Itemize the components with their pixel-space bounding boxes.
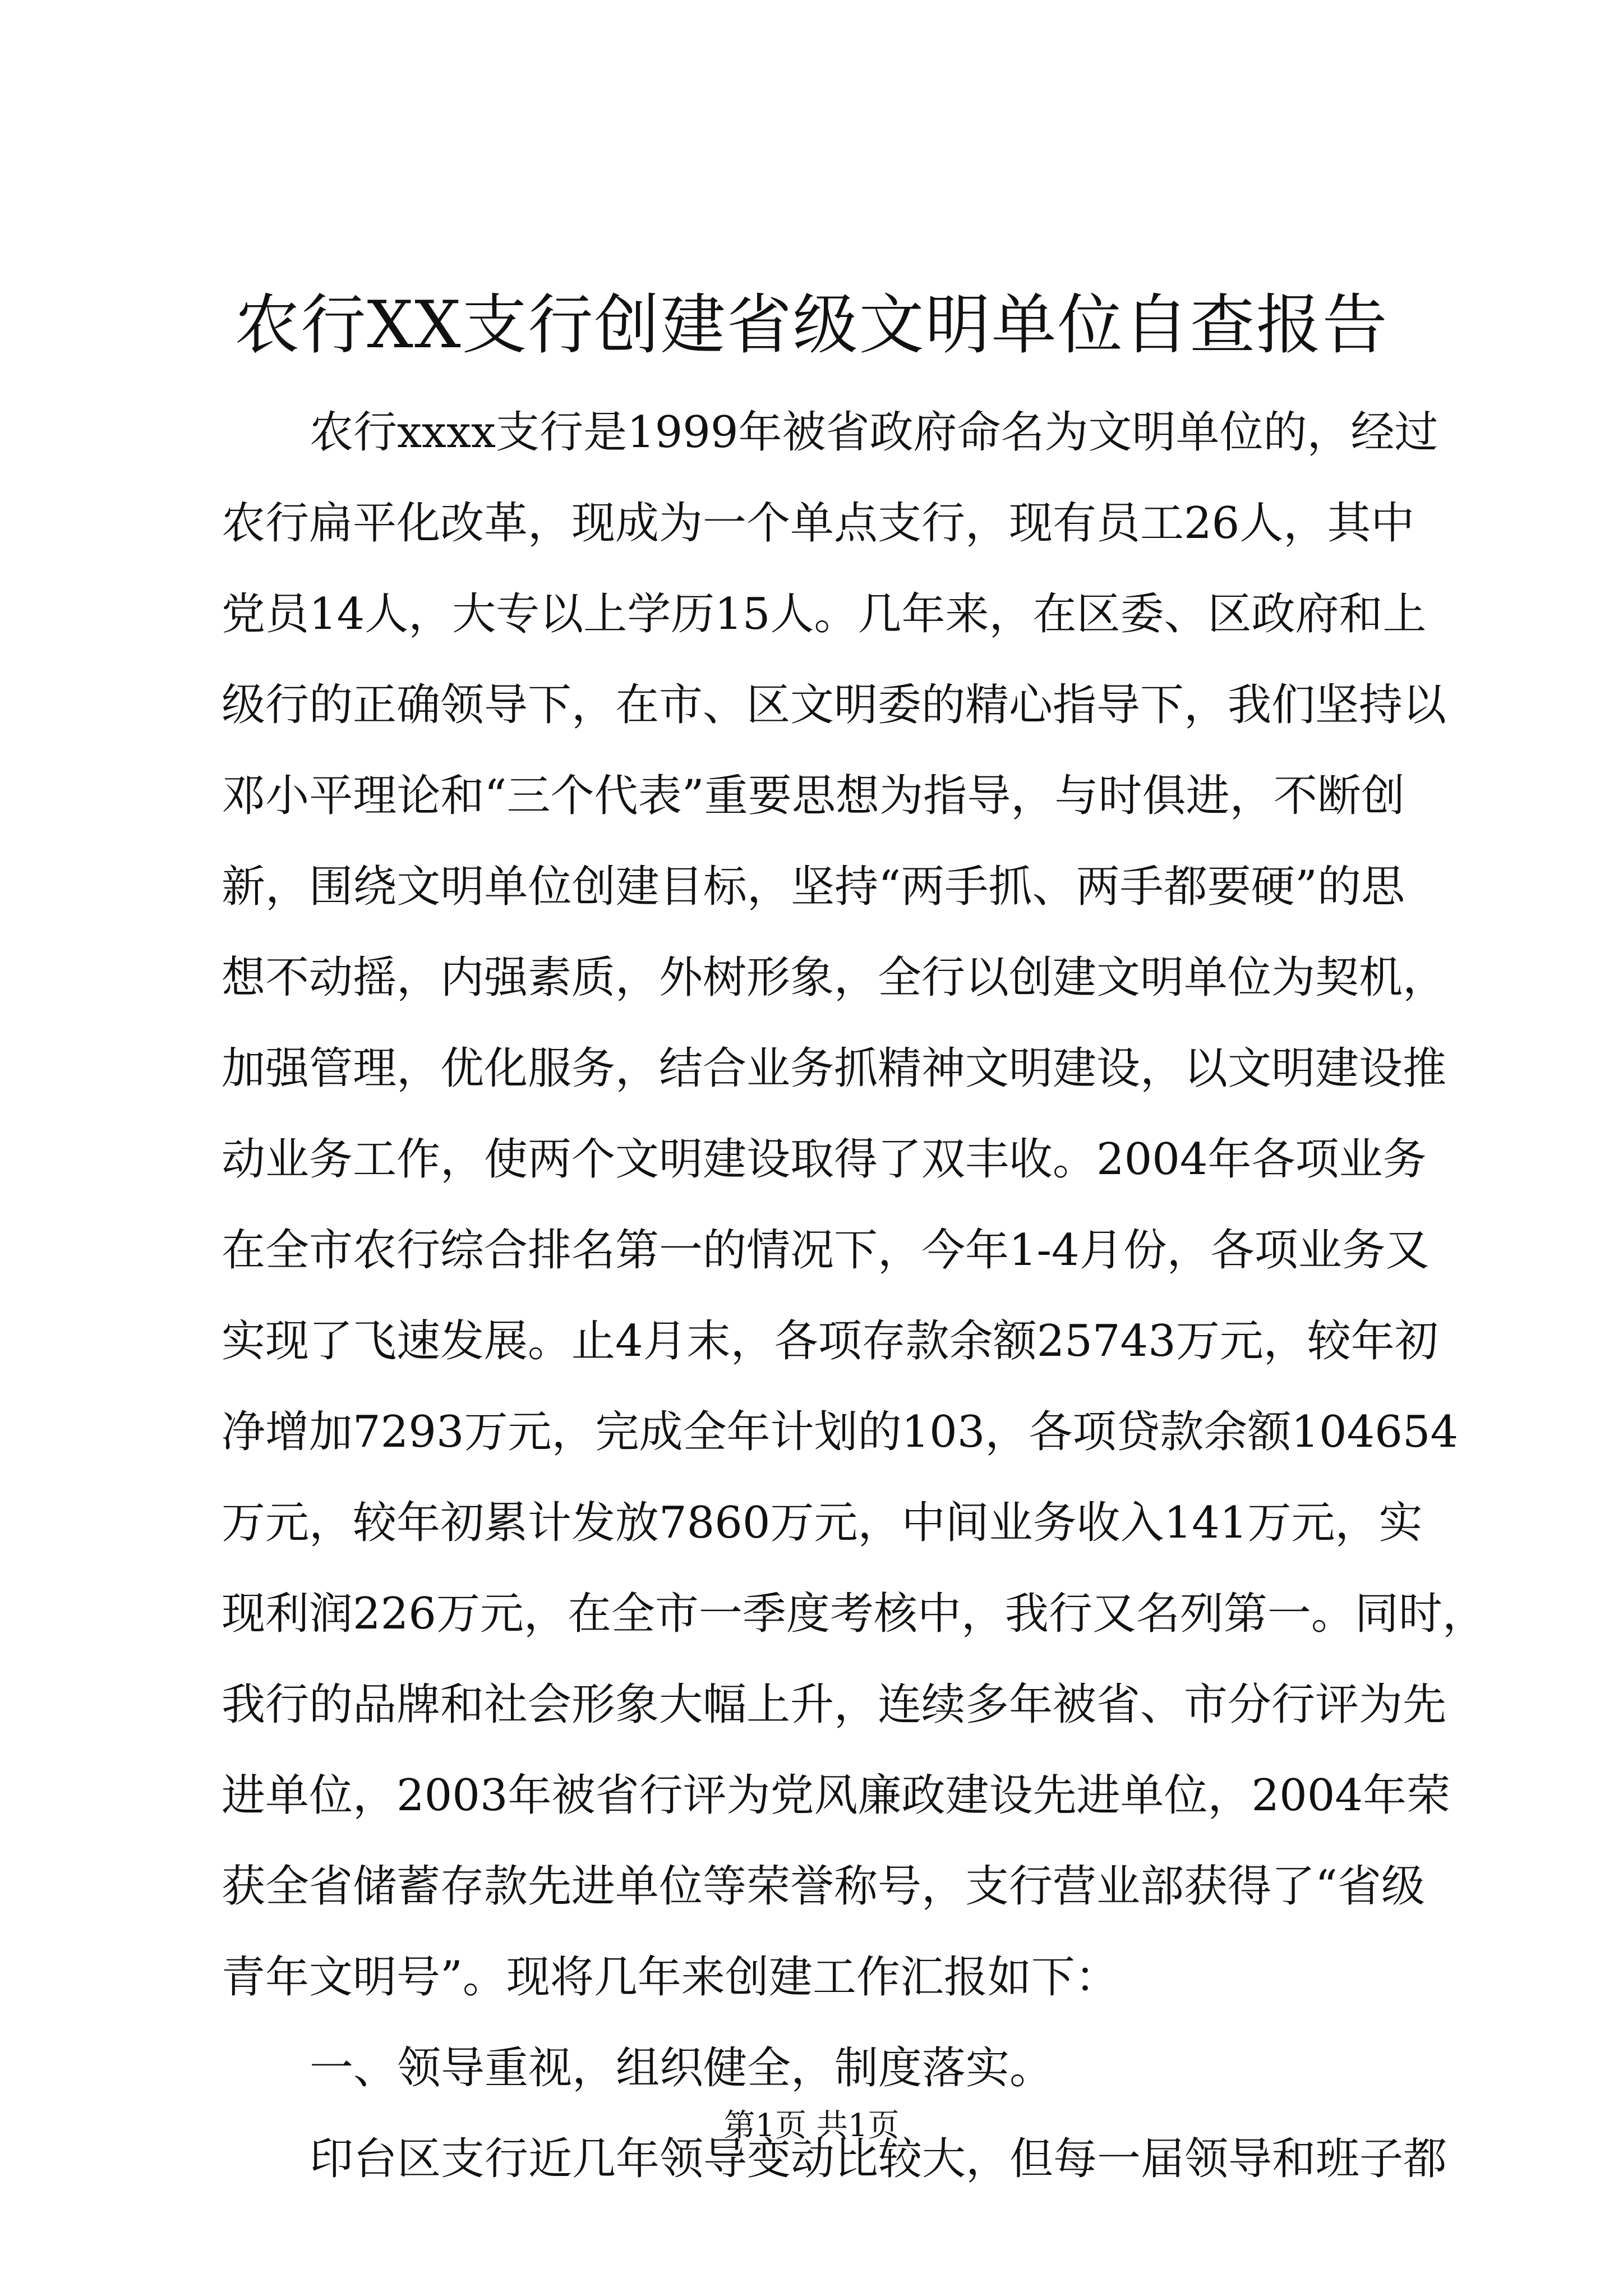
paragraph-line: 在全市农行综合排名第一的情况下，今年1-4月份，各项业务又 — [222, 1225, 1430, 1276]
paragraph-line: 获全省储蓄存款先进单位等荣誉称号，支行营业部获得了“省级 — [222, 1861, 1425, 1912]
paragraph-line: 农行xxxx支行是1999年被省政府命名为文明单位的，经过 — [310, 407, 1438, 458]
document-title: 农行XX支行创建省级文明单位自查报告 — [234, 287, 1389, 363]
paragraph-line: 邓小平理论和“三个代表”重要思想为指导，与时俱进，不断创 — [222, 771, 1405, 821]
paragraph-line: 进单位，2003年被省行评为党风廉政建设先进单位，2004年荣 — [222, 1770, 1451, 1821]
paragraph-line: 净增加7293万元，完成全年计划的103，各项贷款余额104654 — [222, 1407, 1459, 1457]
paragraph-line: 加强管理，优化服务，结合业务抓精神文明建设，以文明建设推 — [222, 1043, 1447, 1094]
paragraph-line: 万元，较年初累计发放7860万元，中间业务收入141万元，实 — [222, 1498, 1423, 1548]
paragraph-line: 想不动摇，内强素质，外树形象，全行以创建文明单位为契机， — [222, 953, 1447, 1003]
paragraph-line: 青年文明号”。现将几年来创建工作汇报如下： — [222, 1952, 1119, 2003]
document-body — [222, 387, 1486, 2205]
paragraph-line: 动业务工作，使两个文明建设取得了双丰收。2004年各项业务 — [222, 1134, 1427, 1185]
paragraph-line: 现利润226万元，在全市一季度考核中，我行又名列第一。同时， — [222, 1589, 1486, 1639]
page-footer: 第1页 共1页 — [723, 2108, 900, 2144]
paragraph-line: 我行的品牌和社会形象大幅上升，连续多年被省、市分行评为先 — [222, 1680, 1447, 1730]
paragraph-line: 级行的正确领导下，在市、区文明委的精心指导下，我们坚持以 — [222, 680, 1447, 730]
paragraph-line: 新，围绕文明单位创建目标，坚持“两手抓、两手都要硬”的思 — [222, 862, 1405, 912]
paragraph-line: 党员14人，大专以上学历15人。几年来，在区委、区政府和上 — [222, 589, 1427, 639]
paragraph-line: 实现了飞速发展。止4月末，各项存款余额25743万元，较年初 — [222, 1316, 1438, 1366]
section-heading: 一、领导重视，组织健全，制度落实。 — [310, 2043, 1054, 2093]
paragraph-line: 印台区支行近几年领导变动比较大，但每一届领导和班子都 — [310, 2134, 1447, 2184]
paragraph-line: 农行扁平化改革，现成为一个单点支行，现有员工26人，其中 — [222, 498, 1415, 549]
